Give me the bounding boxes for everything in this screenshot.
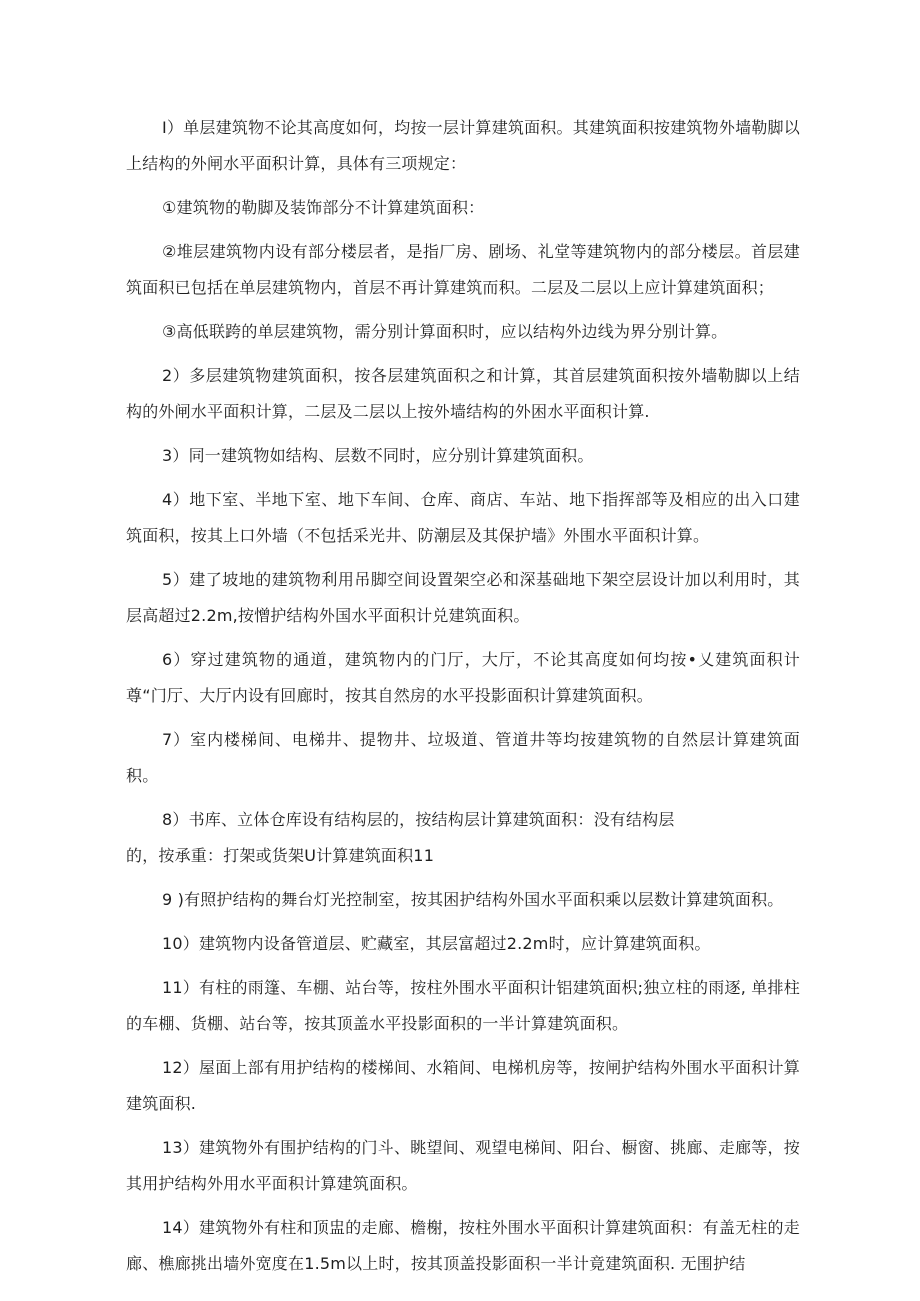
paragraph-4: ③高低联跨的单层建筑物，需分别计算面积时，应以结构外边线为界分别计算。	[162, 322, 728, 341]
paragraph-6: 3）同一建筑物如结构、层数不同时，应分别计算建筑面积。	[162, 446, 594, 465]
paragraph-3: ②堆层建筑物内设有部分楼层者，是指厂房、剧场、礼堂等建筑物内的部分楼层。首层建筑面积已包括在单层建筑物内，首层不再计算建筑而积。二层及二层以上应计算建筑面积；	[126, 242, 800, 297]
paragraph-11: 8）书库、立体仓库设有结构层的，按结构层计算建筑面积：没有结构层	[162, 810, 675, 829]
paragraph-5: 2）多层建筑物建筑面积，按各层建筑面积之和计算，其首层建筑面积按外墙勒脚以上结构的外闸水平面积计算，二层及二层以上按外墙结构的外困水平面积计算.	[126, 366, 800, 421]
paragraph-1: I）单层建筑物不论其高度如何，均按一层计算建筑面积。其建筑面积按建筑物外墙勒脚以上结构的外闸水平面积计算，具体有三项规定：	[126, 118, 800, 173]
paragraph-17: 14）建筑物外有柱和顶盅的走廊、檐榭，按柱外围水平面积计算建筑面积：有盖无柱的走廊、樵廊挑出墙外宽度在1.5m以上时，按其顶盖投影面积一半计竟建筑面积. 无围护结	[126, 1218, 800, 1273]
paragraph-10: 7）室内楼梯间、电梯井、提物井、垃圾道、管道井等均按建筑物的自然层计算建筑面积。	[126, 730, 800, 785]
paragraph-8: 5）建了坡地的建筑物利用吊脚空间设置架空必和深基础地下架空层设计加以利用时，其层高超过2.2m,按憎护结构外国水平面积计兑建筑面积。	[126, 570, 800, 625]
paragraph-7: 4）地下室、半地下室、地下车间、仓库、商店、车站、地下指挥部等及相应的出入口建筑面积，按其上口外墙（不包括采光井、防潮层及其保护墙》外围水平面积计算。	[126, 490, 800, 545]
paragraph-13: 10）建筑物内设备管道层、贮藏室，其层富超过2.2m时，应计算建筑面积。	[162, 934, 711, 953]
paragraph-15: 12）屋面上部有用护结构的楼梯间、水箱间、电梯机房等，按闸护结构外围水平面积计算建筑面积.	[126, 1058, 800, 1113]
paragraph-11-continued: 的，按承重：打架或货架U计算建筑面积11	[126, 846, 435, 865]
paragraph-14: 11）有柱的雨篷、车棚、站台等，按柱外围水平面积计铝建筑面枳;独立柱的雨逐, 单排柱的车棚、货棚、站台等，按其顶盖水平投影面积的一半计算建筑面积。	[126, 978, 800, 1033]
paragraph-2: ①建筑物的勒脚及装饰部分不计算建筑面积：	[162, 198, 485, 217]
paragraph-16: 13）建筑物外有围护结构的门斗、眺望间、观望电梯间、阳台、橱窗、挑廊、走廊等，按其用护结构外用水平面积计算建筑面积。	[126, 1138, 800, 1193]
paragraph-12: 9 )有照护结构的舞台灯光控制室，按其困护结构外国水平面积乘以层数计算建筑面积。	[162, 890, 784, 909]
paragraph-9: 6）穿过建筑物的通道，建筑物内的门厅，大厅，不论其高度如何均按•乂建筑面积计尊“门厅、大厅内设有回廊时，按其自然房的水平投影面积计算建筑面积。	[126, 650, 800, 705]
